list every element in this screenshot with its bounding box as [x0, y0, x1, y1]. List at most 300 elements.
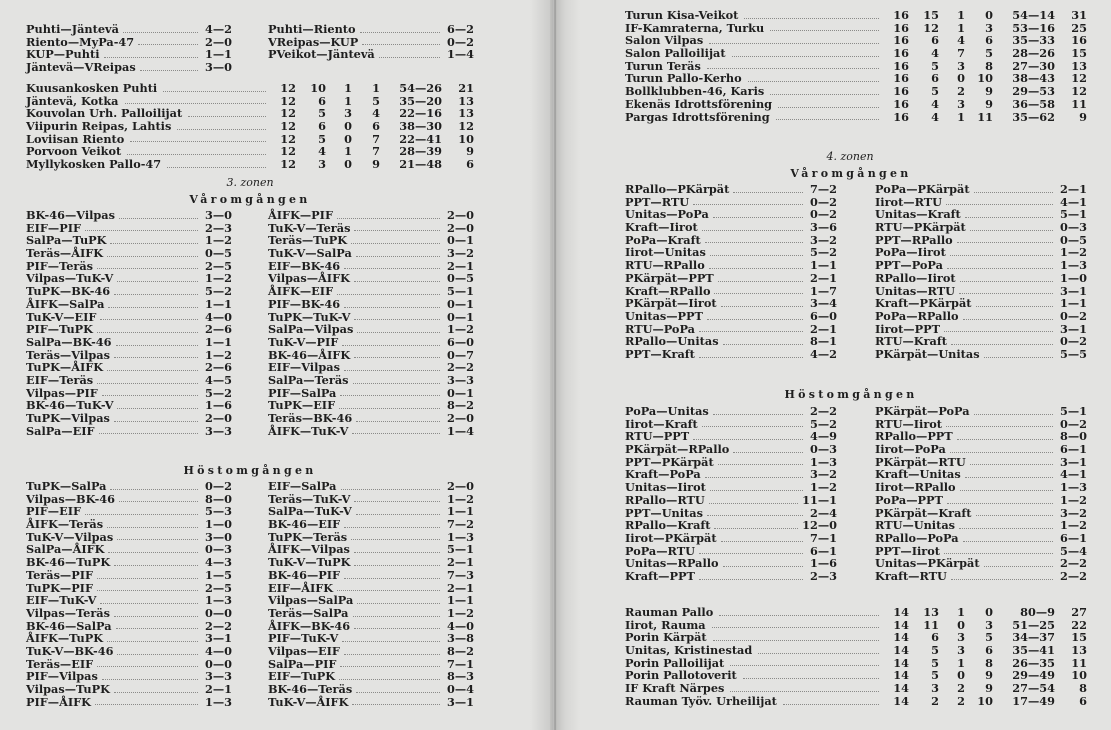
dot-leader: [699, 552, 803, 554]
dot-leader: [947, 502, 1053, 504]
dot-leader: [353, 615, 440, 617]
dot-leader: [357, 602, 440, 604]
dot-leader: [957, 438, 1053, 440]
match-score: 2—6: [204, 360, 232, 375]
zone-3-spring-col2: [268, 209, 474, 437]
match-teams: Vilpas—BK-46: [26, 491, 115, 506]
match-row: [26, 285, 232, 298]
match-score: 3—2: [809, 467, 837, 482]
match-score: 2—2: [1059, 568, 1087, 583]
match-row: [268, 696, 474, 709]
dot-leader: [705, 241, 803, 243]
match-score: 0—1: [446, 309, 474, 324]
stat-goals: 28—39: [399, 144, 442, 159]
match-teams: PVeikot—Jäntevä: [268, 47, 375, 62]
stat-won: 6: [931, 33, 939, 48]
dot-leader: [188, 115, 266, 117]
match-row: [625, 405, 837, 418]
dot-leader: [337, 293, 440, 295]
match-score: 6—0: [809, 308, 837, 323]
stat-played: 14: [893, 630, 909, 645]
dot-leader: [97, 577, 198, 579]
stat-lost: 3: [985, 617, 993, 632]
match-teams: BK-46—Teräs: [268, 682, 353, 696]
dot-leader: [946, 425, 1053, 427]
match-teams: PoPa—RPallo: [875, 308, 959, 323]
match-teams: Puhti—Jäntevä: [26, 22, 119, 36]
match-teams: Unitas—PPT: [625, 308, 703, 323]
dot-leader: [783, 703, 879, 705]
match-teams: TuK-V—EIF: [26, 309, 97, 324]
dot-leader: [960, 280, 1053, 282]
match-teams: Unitas—Iirot: [625, 480, 706, 495]
match-teams: Teräs—TuPK: [268, 233, 348, 248]
stat-drawn: 2: [957, 693, 965, 708]
match-row: [875, 272, 1087, 285]
match-score: 3—1: [1059, 283, 1087, 298]
dot-leader: [733, 451, 803, 453]
dot-leader: [100, 318, 198, 320]
dot-leader: [342, 344, 440, 346]
match-score: 0—5: [204, 246, 232, 261]
dot-leader: [721, 540, 803, 542]
match-score: 8—1: [809, 334, 837, 349]
dot-leader: [354, 500, 440, 502]
match-score: 0—1: [446, 385, 474, 400]
match-score: 1—3: [1059, 480, 1087, 495]
team-name: Salon Palloilijat: [625, 46, 726, 61]
match-score: 4—2: [809, 346, 837, 361]
match-teams: EIF—TuK-V: [26, 593, 97, 608]
match-score: 2—0: [446, 220, 474, 235]
dot-leader: [356, 691, 440, 693]
match-row: [26, 374, 232, 387]
dot-leader: [353, 382, 440, 384]
dot-leader: [104, 56, 199, 58]
dot-leader: [730, 690, 879, 692]
stat-won: 11: [923, 617, 939, 632]
match-score: 0—5: [446, 271, 474, 286]
team-name: Myllykosken Pallo-47: [26, 157, 162, 172]
match-row: [268, 569, 474, 582]
dot-leader: [778, 106, 879, 108]
match-score: 0—1: [446, 233, 474, 248]
match-score: 2—1: [809, 321, 837, 336]
match-row: [268, 683, 474, 696]
match-teams: Jäntevä—VReipas: [26, 60, 136, 75]
match-teams: PoPa—PPT: [875, 492, 943, 507]
match-score: 5—2: [809, 416, 837, 431]
dot-leader: [95, 703, 198, 705]
dot-leader: [714, 527, 798, 529]
match-score: 11—1: [802, 492, 837, 507]
match-score: 2—2: [204, 618, 232, 633]
dot-leader: [140, 69, 198, 71]
match-row: [625, 443, 837, 456]
stat-points: 13: [1071, 58, 1087, 73]
dot-leader: [354, 551, 440, 553]
match-score: 8—0: [204, 491, 232, 506]
dot-leader: [713, 216, 803, 218]
match-score: 4—0: [204, 643, 232, 658]
match-teams: Teräs—TuK-V: [268, 491, 351, 506]
match-score: 1—4: [446, 47, 474, 62]
team-name: Salon Vilpas: [625, 33, 704, 48]
match-teams: Teräs—ÅIFK: [26, 246, 104, 261]
match-teams: RPallo—PPT: [875, 429, 953, 444]
match-teams: PPT—PoPa: [875, 258, 943, 273]
zone-4-autumn-heading: Höstomgången: [784, 388, 918, 401]
stat-points: 10: [458, 131, 474, 146]
match-teams: Teräs—PIF: [26, 567, 94, 582]
match-teams: Unitas—Kraft: [875, 207, 961, 222]
match-row: [26, 61, 232, 74]
standings-row: [625, 47, 1087, 60]
match-score: 7—2: [809, 182, 837, 196]
stat-played: 14: [893, 681, 909, 696]
match-teams: PIF—TuK-V: [268, 631, 339, 646]
match-score: 3—1: [1059, 454, 1087, 469]
match-score: 3—6: [809, 220, 837, 235]
left-page: [0, 0, 550, 730]
zone-3-heading: 3. zonen: [226, 176, 274, 189]
stat-played: 12: [280, 157, 296, 172]
match-row: [26, 209, 232, 222]
dot-leader: [974, 413, 1053, 415]
match-row: [268, 48, 474, 61]
dot-leader: [97, 382, 198, 384]
stat-played: 14: [893, 655, 909, 670]
dot-leader: [743, 677, 879, 679]
match-teams: Vilpas—TuPK: [26, 682, 110, 696]
match-score: 0—2: [809, 194, 837, 209]
dot-leader: [709, 502, 798, 504]
match-score: 2—0: [204, 34, 232, 49]
stat-drawn: 2: [957, 84, 965, 99]
match-score: 0—7: [446, 347, 474, 362]
match-teams: Kraft—RTU: [875, 568, 947, 583]
match-teams: PIF—BK-46: [268, 296, 341, 311]
dot-leader: [117, 653, 198, 655]
dot-leader: [99, 432, 199, 434]
match-score: 1—1: [204, 296, 232, 311]
dot-leader: [946, 203, 1053, 205]
dot-leader: [344, 653, 440, 655]
match-row: [875, 519, 1087, 532]
match-score: 6—1: [1059, 442, 1087, 457]
standings-row: [26, 82, 474, 95]
dot-leader: [707, 67, 879, 69]
zone-3-autumn-col2: [268, 480, 474, 708]
dot-leader: [723, 565, 803, 567]
match-row: [625, 532, 837, 545]
match-score: 5—2: [204, 385, 232, 400]
match-teams: TuK-V—ÅIFK: [268, 694, 349, 709]
match-teams: Riento—MyPa-47: [26, 34, 135, 49]
match-teams: PKärpät—Kraft: [875, 505, 972, 520]
match-score: 3—3: [446, 372, 474, 387]
match-score: 1—3: [1059, 258, 1087, 273]
dot-leader: [344, 526, 440, 528]
dot-leader: [85, 229, 198, 231]
standings-row: [625, 9, 1087, 22]
stat-goals: 22—41: [399, 131, 442, 146]
match-score: 0—1: [446, 296, 474, 311]
dot-leader: [114, 615, 198, 617]
dot-leader: [108, 551, 198, 553]
match-score: 1—2: [1059, 492, 1087, 507]
match-score: 4—1: [1059, 467, 1087, 482]
stat-won: 5: [931, 643, 939, 658]
match-teams: Iirot—RPallo: [875, 480, 956, 495]
match-score: 3—1: [1059, 321, 1087, 336]
stat-points: 11: [1071, 96, 1087, 111]
match-score: 4—3: [204, 555, 232, 570]
match-teams: PPT—RPallo: [875, 232, 953, 247]
match-teams: TuPK—SalPa: [26, 479, 107, 493]
match-score: 2—1: [446, 580, 474, 595]
dot-leader: [944, 552, 1053, 554]
match-teams: Teräs—EIF: [26, 656, 94, 671]
stat-won: 3: [318, 157, 326, 172]
stat-goals: 27—54: [1012, 681, 1055, 696]
match-teams: PKärpät—PoPa: [875, 404, 970, 418]
dot-leader: [699, 330, 803, 332]
match-row: [268, 323, 474, 336]
match-teams: RTU—PPT: [625, 429, 690, 444]
match-score: 4—1: [1059, 194, 1087, 209]
match-score: 0—3: [204, 542, 232, 557]
match-teams: EIF—TuPK: [268, 669, 336, 684]
match-score: 1—2: [204, 347, 232, 362]
dot-leader: [748, 80, 879, 82]
stat-drawn: 3: [957, 643, 965, 658]
stat-points: 31: [1071, 8, 1087, 22]
dot-leader: [710, 489, 803, 491]
match-score: 1—0: [1059, 270, 1087, 285]
match-teams: PKärpät—RPallo: [625, 442, 730, 457]
match-row: [875, 348, 1087, 361]
stat-drawn: 0: [344, 119, 352, 134]
dot-leader: [341, 488, 441, 490]
stat-points: 27: [1071, 605, 1087, 619]
stat-won: 5: [931, 655, 939, 670]
stat-drawn: 0: [957, 71, 965, 86]
match-score: 5—1: [446, 284, 474, 299]
match-score: 6—2: [446, 22, 474, 36]
stat-lost: 9: [985, 681, 993, 696]
dot-leader: [963, 540, 1053, 542]
match-score: 5—1: [446, 542, 474, 557]
match-score: 2—0: [446, 479, 474, 493]
match-score: 5—3: [204, 504, 232, 519]
dot-leader: [710, 254, 803, 256]
dot-leader: [723, 343, 803, 345]
match-row: [268, 607, 474, 620]
dot-leader: [110, 242, 198, 244]
match-row: [875, 183, 1087, 196]
match-teams: Kraft—RPallo: [625, 283, 711, 298]
match-score: 8—0: [1059, 429, 1087, 444]
stat-points: 6: [1079, 693, 1087, 708]
dot-leader: [732, 55, 879, 57]
match-row: [875, 443, 1087, 456]
match-score: 2—2: [446, 360, 474, 375]
zone-3-spring-heading: Våromgången: [189, 193, 311, 206]
stat-played: 16: [893, 84, 909, 99]
match-teams: Iirot—PPT: [875, 321, 940, 336]
match-teams: BK-46—Vilpas: [26, 208, 115, 222]
match-teams: PKärpät—PPT: [625, 270, 714, 285]
stat-lost: 9: [985, 84, 993, 99]
dot-leader: [352, 703, 440, 705]
match-teams: Iirot—Unitas: [625, 245, 706, 260]
match-score: 6—1: [809, 543, 837, 558]
dot-leader: [114, 420, 198, 422]
stat-lost: 1: [372, 81, 380, 95]
match-score: 2—1: [446, 555, 474, 570]
match-teams: SalPa—PIF: [268, 656, 337, 671]
match-row: [26, 336, 232, 349]
match-teams: Teräs—SalPa: [268, 605, 349, 620]
match-teams: RTU—PoPa: [625, 321, 695, 336]
stat-lost: 5: [985, 630, 993, 645]
stat-drawn: 7: [957, 46, 965, 61]
team-name: Porin Kärpät: [625, 630, 707, 645]
stat-points: 9: [1079, 109, 1087, 124]
stat-drawn: 1: [957, 109, 965, 124]
match-row: [26, 412, 232, 425]
match-teams: PKärpät—Unitas: [875, 346, 980, 361]
match-score: 8—2: [446, 643, 474, 658]
stat-points: 22: [1071, 617, 1087, 632]
dot-leader: [959, 527, 1053, 529]
match-teams: TuPK—Vilpas: [26, 411, 110, 425]
match-score: 0—2: [809, 207, 837, 222]
match-teams: Teräs—BK-46: [268, 411, 353, 425]
dot-leader: [354, 627, 440, 629]
standings-row: [625, 644, 1087, 657]
stat-played: 14: [893, 605, 909, 619]
stat-won: 6: [318, 93, 326, 108]
dot-leader: [770, 29, 879, 31]
dot-leader: [693, 438, 803, 440]
dot-leader: [970, 229, 1053, 231]
team-name: Kuusankosken Puhti: [26, 81, 158, 95]
match-row: [268, 645, 474, 658]
stat-won: 13: [923, 605, 939, 619]
match-teams: Unitas—RTU: [875, 283, 955, 298]
match-row: [625, 494, 837, 507]
stat-drawn: 3: [957, 58, 965, 73]
match-teams: SalPa—TuPK: [26, 233, 107, 248]
stat-points: 21: [458, 81, 474, 95]
stat-lost: 11: [977, 109, 993, 124]
match-teams: PoPa—RTU: [625, 543, 695, 558]
match-teams: ÅIFK—Teräs: [26, 517, 104, 532]
match-score: 4—0: [204, 309, 232, 324]
zone-3-autumn-col1: [26, 480, 232, 708]
stat-lost: 9: [985, 668, 993, 683]
dot-leader: [351, 538, 440, 540]
stat-won: 12: [923, 20, 939, 35]
stat-lost: 9: [372, 157, 380, 172]
match-teams: ÅIFK—TuPK: [26, 631, 104, 646]
team-name: Jäntevä, Kotka: [26, 93, 119, 108]
stat-won: 3: [931, 681, 939, 696]
stat-lost: 7: [372, 131, 380, 146]
match-score: 1—1: [809, 258, 837, 273]
match-teams: BK-46—TuPK: [26, 555, 111, 570]
dot-leader: [102, 678, 198, 680]
match-teams: EIF—Teräs: [26, 372, 94, 387]
stat-goals: 35—62: [1012, 109, 1055, 124]
stat-lost: 10: [977, 71, 993, 86]
match-teams: Vilpas—SalPa: [268, 593, 354, 608]
dot-leader: [117, 407, 198, 409]
team-name: Porin Palloilijat: [625, 655, 725, 670]
left-standings-table: [26, 82, 474, 171]
match-row: [875, 570, 1087, 583]
match-teams: RPallo—Unitas: [625, 334, 719, 349]
match-teams: Iirot—PKärpät: [625, 530, 717, 545]
match-score: 3—3: [204, 423, 232, 438]
match-score: 5—4: [1059, 543, 1087, 558]
match-score: 2—1: [446, 258, 474, 273]
match-score: 0—2: [1059, 308, 1087, 323]
right-standings-table-bottom: [625, 606, 1087, 708]
match-score: 4—0: [446, 618, 474, 633]
stat-goals: 54—14: [1012, 8, 1055, 22]
stat-played: 14: [893, 693, 909, 708]
match-score: 0—3: [809, 442, 837, 457]
match-score: 2—2: [1059, 556, 1087, 571]
match-score: 1—1: [204, 334, 232, 349]
match-row: [625, 221, 837, 234]
stat-lost: 5: [985, 46, 993, 61]
zone-4-spring-col1: [625, 183, 837, 361]
dot-leader: [114, 293, 198, 295]
stat-points: 13: [458, 106, 474, 121]
stat-goals: 27—30: [1012, 58, 1055, 73]
dot-leader: [114, 691, 198, 693]
dot-leader: [119, 217, 198, 219]
dot-leader: [357, 331, 440, 333]
match-teams: Vilpas—Teräs: [26, 605, 110, 620]
match-teams: PoPa—Iirot: [875, 245, 946, 260]
stat-goals: 34—37: [1012, 630, 1055, 645]
dot-leader: [102, 394, 198, 396]
match-score: 0—0: [204, 656, 232, 671]
match-teams: RPallo—Kraft: [625, 518, 711, 533]
match-row: [875, 532, 1087, 545]
zone-4-spring-col2: [875, 183, 1087, 361]
stat-points: 6: [466, 157, 474, 172]
zone-4-autumn-col1: [625, 405, 837, 583]
stat-played: 16: [893, 109, 909, 124]
stat-won: 5: [931, 668, 939, 683]
team-name: Viipurin Reipas, Lahtis: [26, 119, 172, 134]
stat-goals: 26—35: [1012, 655, 1055, 670]
match-teams: PIF—ÅIFK: [26, 694, 91, 709]
standings-row: [625, 98, 1087, 111]
match-row: [625, 570, 837, 583]
match-row: [268, 209, 474, 222]
dot-leader: [693, 203, 803, 205]
match-score: 2—3: [204, 220, 232, 235]
dot-leader: [714, 292, 803, 294]
zone-4-spring-heading: Våromgången: [790, 167, 912, 180]
